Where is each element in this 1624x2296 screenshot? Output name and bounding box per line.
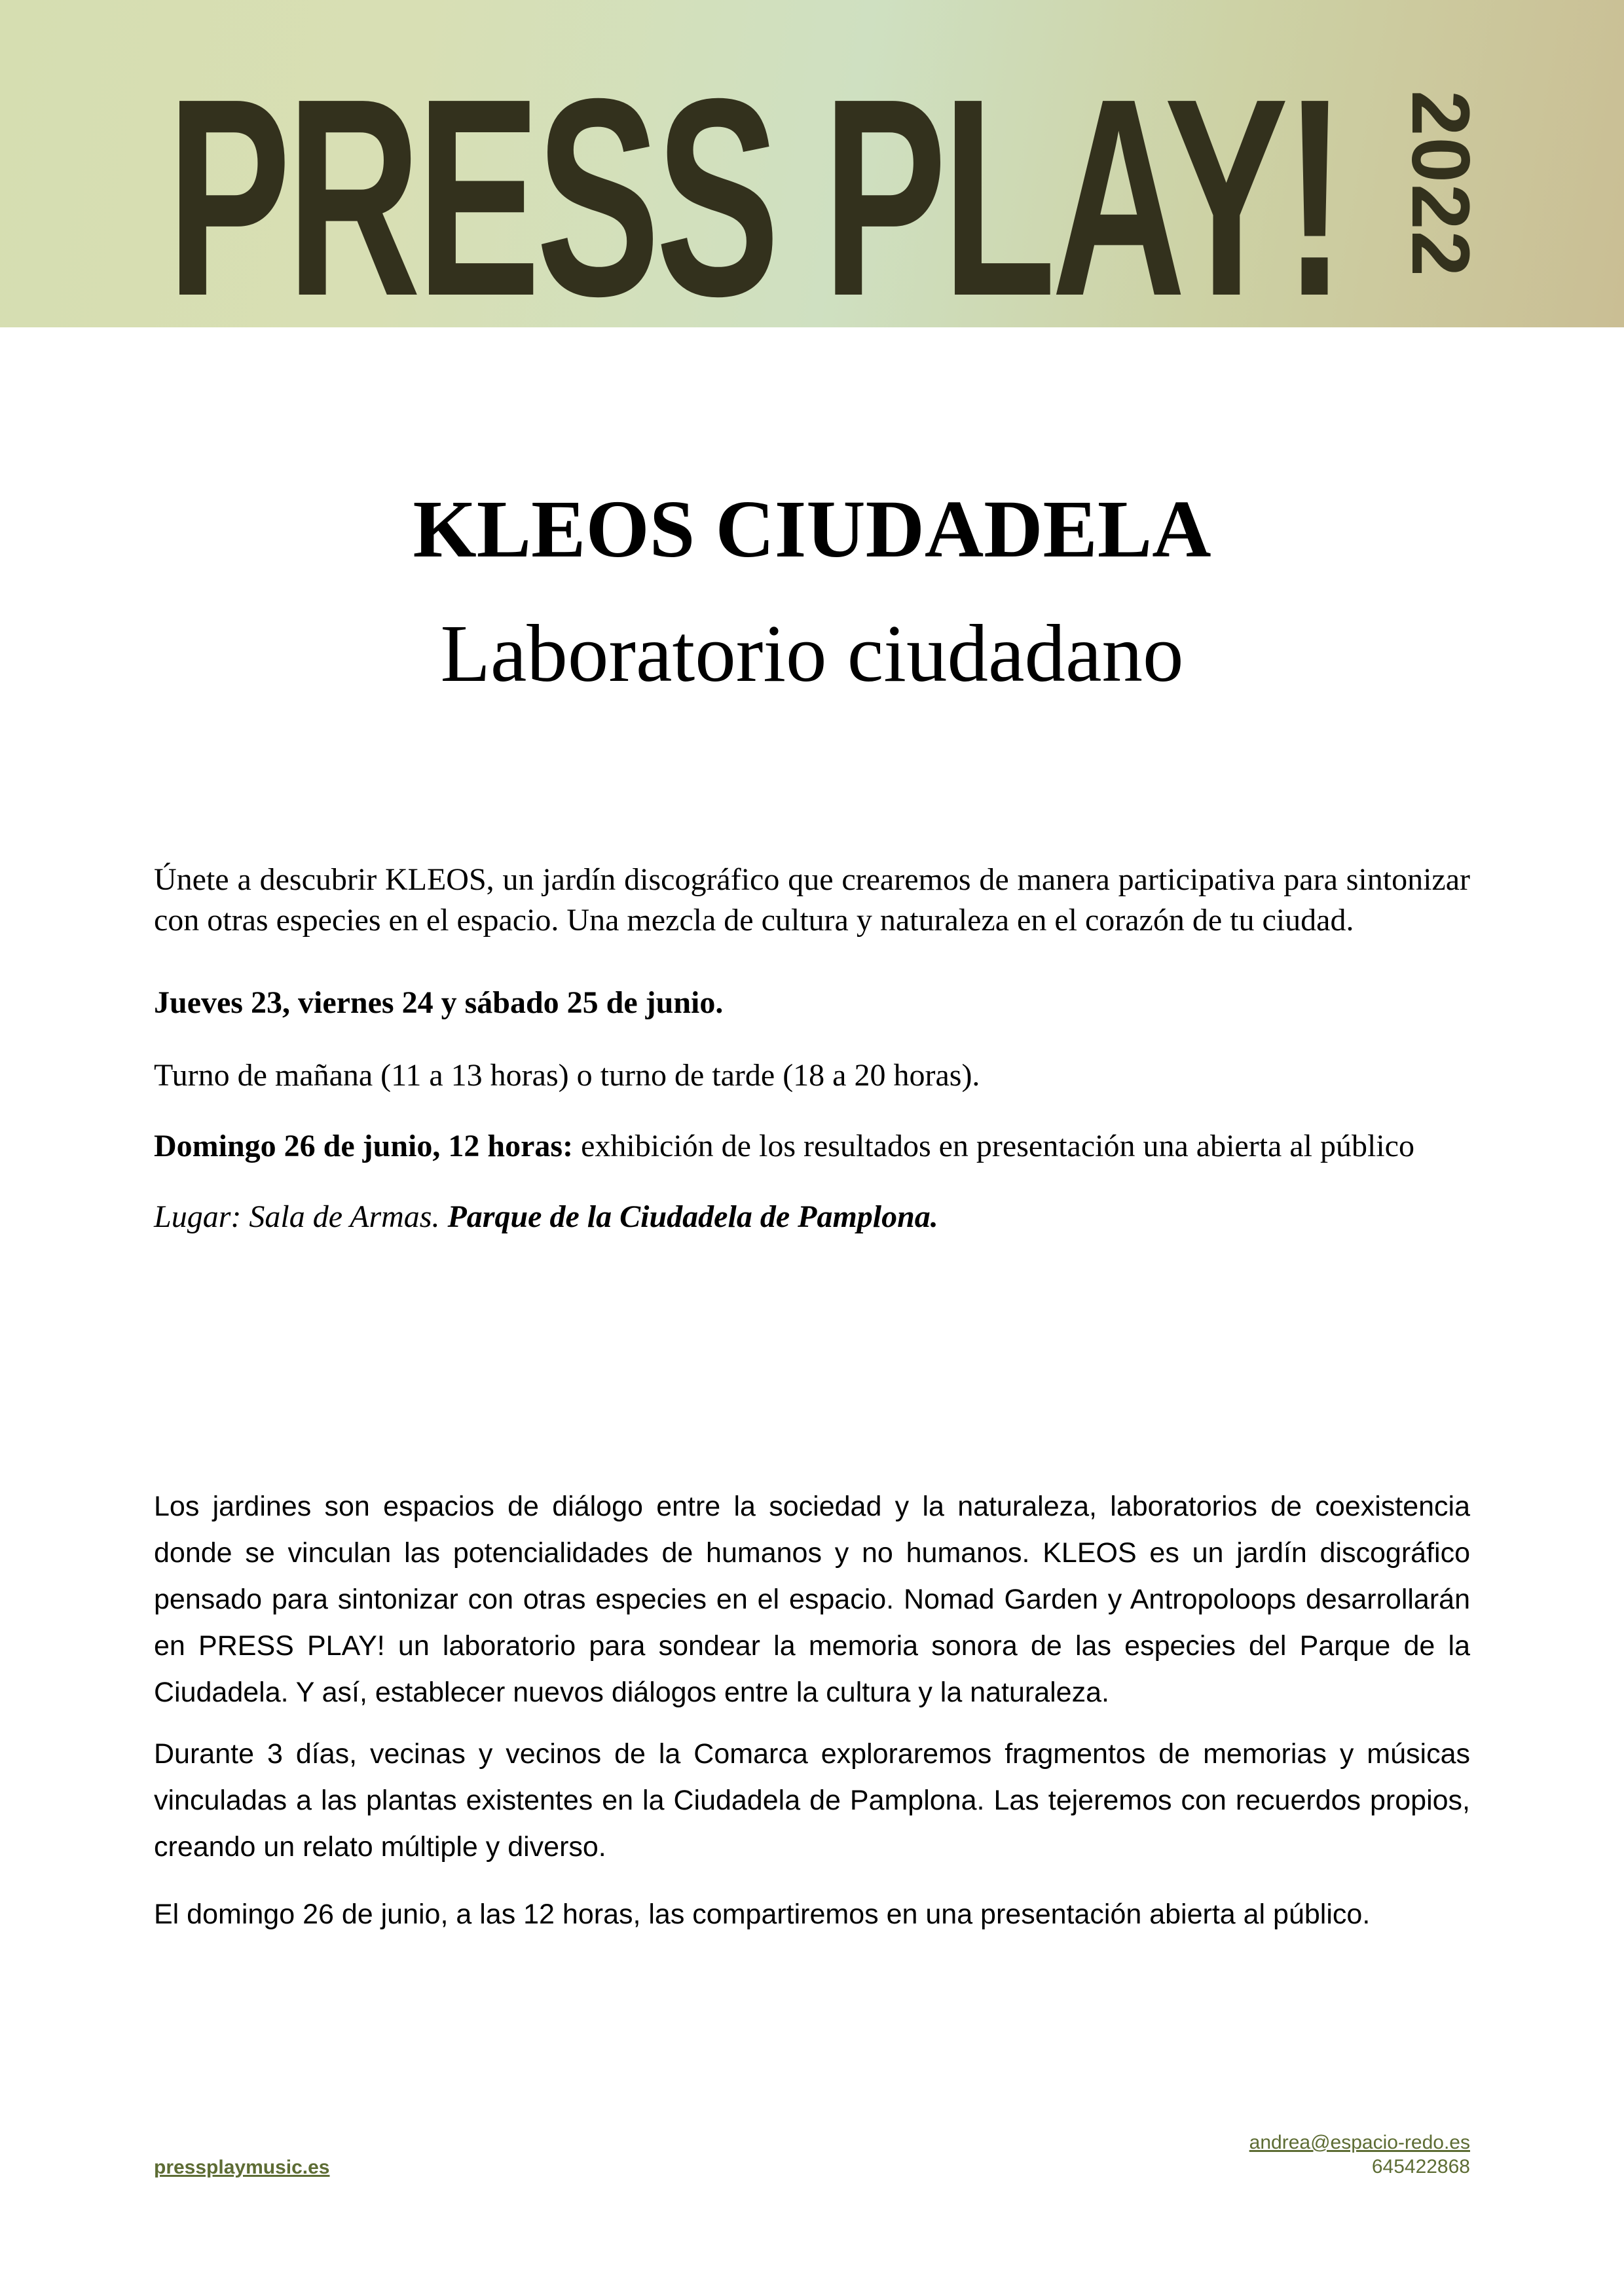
footer-email-link[interactable]: andrea@espacio-redo.es xyxy=(1249,2132,1470,2153)
press-play-logo: PRESS PLAY! xyxy=(167,41,1342,355)
logo-year-2022: 2022 xyxy=(1395,90,1486,278)
document-body xyxy=(154,327,1470,1938)
description-paragraph-2: Durante 3 días, vecinas y vecinos de la Comarca exploraremos fragmentos de memorias y músicas vinculadas a las plantas existentes en la Ciudadela de Pamplona. Las tejeremos con recuerdos propios, creando un relato múltiple y diverso. xyxy=(154,1738,1470,1863)
header-banner xyxy=(0,0,1624,355)
sunday-exhibition-line xyxy=(154,1126,1470,1167)
footer-website-link[interactable]: pressplaymusic.es xyxy=(154,2157,330,2178)
description-paragraph-1: Los jardines son espacios de diálogo entre la sociedad y la naturaleza, laboratorios de coexistencia donde se vinculan las potencialidades de humanos y no humanos. KLEOS es un jardín discográfico pensado para sintonizar con otras especies en el espacio. Nomad Garden y Antropoloops desarrollarán en PRESS PLAY! un laboratorio para sondear la memoria sonora de las especies del Parque de la Ciudadela. Y así, establecer nuevos diálogos entre la cultura y la naturaleza. xyxy=(154,1491,1470,1708)
page-subtitle: Laboratorio ciudadano xyxy=(440,609,1184,699)
shifts-line: Turno de mañana (11 a 13 horas) o turno de tarde (18 a 20 horas). xyxy=(154,1058,980,1093)
sunday-exhibition-text: exhibición de los resultados en presentación una abierta al público xyxy=(573,1129,1414,1163)
location-label: Lugar: Sala de Armas. xyxy=(154,1199,440,1234)
sunday-exhibition-label: Domingo 26 de junio, 12 horas: xyxy=(154,1129,574,1163)
footer-contact-block xyxy=(1249,2130,1470,2179)
workshop-dates-line: Jueves 23, viernes 24 y sábado 25 de junio. xyxy=(154,985,724,1020)
footer-phone-number: 645422868 xyxy=(1371,2156,1470,2178)
page-title: KLEOS CIUDADELA xyxy=(413,484,1211,575)
location-park-name: Parque de la Ciudadela de Pamplona. xyxy=(439,1199,938,1234)
description-paragraph-3: El domingo 26 de junio, a las 12 horas, las compartiremos en una presentación abierta al público. xyxy=(154,1899,1371,1930)
intro-paragraph: Únete a descubrir KLEOS, un jardín discográfico que crearemos de manera participativa para sintonizar con otras especies en el espacio. Una mezcla de cultura y naturaleza en el corazón de tu ciudad. xyxy=(154,862,1470,938)
location-line xyxy=(154,1197,1470,1237)
